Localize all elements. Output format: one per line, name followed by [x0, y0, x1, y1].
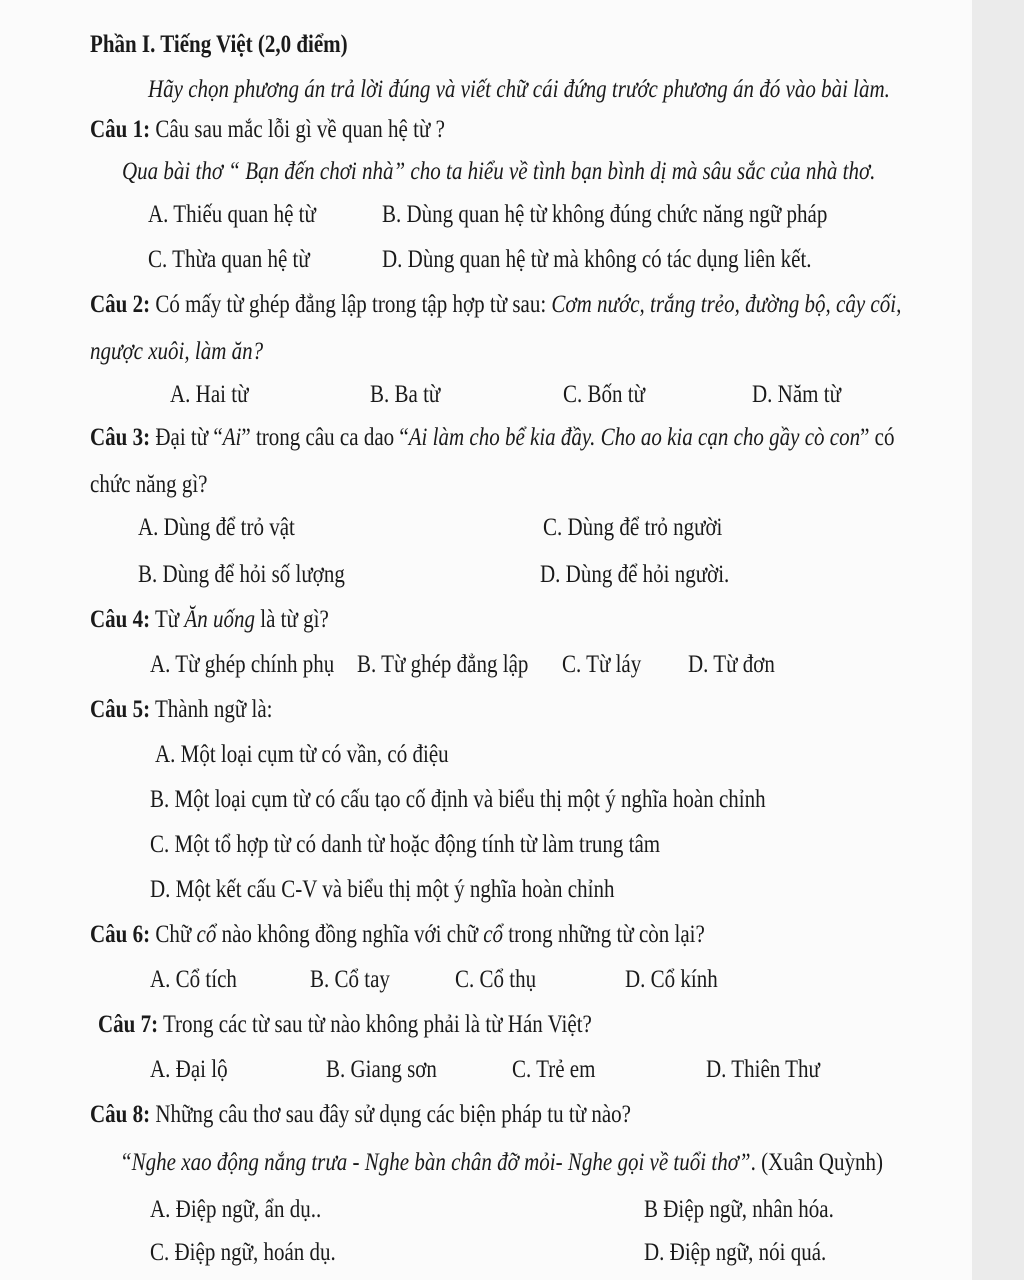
option-a: A. Dùng để trỏ vật: [138, 514, 295, 541]
question-text: Đại từ “: [150, 424, 223, 451]
option-a: A. Điệp ngữ, ẩn dụ..: [150, 1196, 322, 1223]
question-text: Trong các từ sau từ nào không phải là từ Hán Việt?: [158, 1011, 592, 1038]
option-c: C. Cổ thụ: [455, 966, 537, 993]
question-number: Câu 8:: [90, 1101, 151, 1128]
option-a: A. Thiếu quan hệ từ: [148, 201, 316, 228]
question-number: Câu 3:: [90, 424, 151, 451]
question-3: [90, 423, 895, 453]
option-d: D. Dùng để hỏi người.: [540, 561, 730, 588]
question-text: ” có: [860, 424, 895, 451]
question-text: Câu sau mắc lỗi gì về quan hệ từ ?: [150, 116, 445, 143]
question-number: Câu 7:: [98, 1011, 159, 1038]
option-c: C. Từ láy: [562, 651, 642, 678]
option-d: D. Thiên Thư: [706, 1056, 820, 1083]
question-1-example: Qua bài thơ “ Bạn đến chơi nhà” cho ta hiểu về tình bạn bình dị mà sâu sắc của nhà thơ.: [122, 158, 876, 185]
option-a: A. Từ ghép chính phụ: [150, 651, 335, 678]
question-word: cổ: [196, 921, 217, 948]
option-d: D. Năm từ: [752, 381, 841, 408]
question-6: [90, 920, 705, 950]
question-text: Từ: [150, 606, 185, 633]
folk-verse: Ai làm cho bể kia đầy. Cho ao kia cạn cho gầy cò con: [408, 424, 861, 451]
question-2: [90, 290, 901, 320]
option-d: D. Cổ kính: [625, 966, 718, 993]
question-1: [90, 115, 445, 145]
option-b: B. Dùng để hỏi số lượng: [138, 561, 345, 588]
option-b: B. Một loại cụm từ có cấu tạo cố định và biểu thị một ý nghĩa hoàn chỉnh: [150, 786, 766, 813]
question-text: là từ gì?: [255, 606, 329, 633]
side-margin: [972, 0, 1024, 1280]
option-a: A. Cổ tích: [150, 966, 237, 993]
option-b: B. Từ ghép đẳng lập: [357, 651, 529, 678]
option-d: D. Từ đơn: [688, 651, 775, 678]
question-number: Câu 6:: [90, 921, 151, 948]
option-c: C. Thừa quan hệ từ: [148, 246, 310, 273]
option-a: A. Đại lộ: [150, 1056, 228, 1083]
question-number: Câu 1:: [90, 116, 151, 143]
option-a: A. Hai từ: [170, 381, 249, 408]
option-d: D. Dùng quan hệ từ mà không có tác dụng liên kết.: [382, 246, 812, 273]
question-word: Ăn uống: [184, 606, 256, 633]
question-text: nào không đồng nghĩa với chữ: [216, 921, 484, 948]
instruction: Hãy chọn phương án trả lời đúng và viết chữ cái đứng trước phương án đó vào bài làm.: [148, 76, 890, 103]
poem-author: . (Xuân Quỳnh): [750, 1149, 883, 1176]
option-c: C. Một tổ hợp từ có danh từ hoặc động tính từ làm trung tâm: [150, 831, 661, 858]
question-text: Có mấy từ ghép đẳng lập trong tập hợp từ sau:: [150, 291, 552, 318]
question-8: [90, 1100, 631, 1130]
poem-lines: “Nghe xao động nắng trưa - Nghe bàn chân đỡ mỏi- Nghe gọi về tuổi thơ”: [120, 1149, 751, 1176]
option-b: B Điệp ngữ, nhân hóa.: [644, 1196, 834, 1223]
question-number: Câu 2:: [90, 291, 151, 318]
question-number: Câu 5:: [90, 696, 151, 723]
question-text: Chữ: [150, 921, 197, 948]
option-a: A. Một loại cụm từ có vần, có điệu: [155, 741, 449, 768]
question-word-list: Cơm nước, trắng trẻo, đường bộ, cây cối,: [551, 291, 902, 318]
question-2-continued: ngược xuôi, làm ăn?: [90, 338, 264, 365]
question-5: [90, 695, 272, 725]
option-d: D. Điệp ngữ, nói quá.: [644, 1239, 827, 1266]
question-word: cổ: [483, 921, 504, 948]
option-b: B. Giang sơn: [326, 1056, 437, 1083]
option-c: C. Dùng để trỏ người: [543, 514, 723, 541]
section-title: Phần I. Tiếng Việt (2,0 điểm): [90, 31, 348, 58]
pronoun: Ai: [222, 424, 242, 451]
question-7: [98, 1010, 592, 1040]
question-3-continued: chức năng gì?: [90, 471, 208, 498]
option-c: C. Điệp ngữ, hoán dụ.: [150, 1239, 336, 1266]
question-number: Câu 4:: [90, 606, 151, 633]
question-text: trong những từ còn lại?: [503, 921, 705, 948]
question-text: Thành ngữ là:: [150, 696, 273, 723]
option-b: B. Cổ tay: [310, 966, 390, 993]
question-text: Những câu thơ sau đây sử dụng các biện pháp tu từ nào?: [150, 1101, 631, 1128]
option-b: B. Dùng quan hệ từ không đúng chức năng ngữ pháp: [382, 201, 828, 228]
option-c: C. Trẻ em: [512, 1056, 596, 1083]
question-4: [90, 605, 329, 635]
option-d: D. Một kết cấu C-V và biểu thị một ý nghĩa hoàn chỉnh: [150, 876, 615, 903]
question-8-poem: [120, 1148, 883, 1178]
option-b: B. Ba từ: [370, 381, 441, 408]
option-c: C. Bốn từ: [563, 381, 645, 408]
question-text: ” trong câu ca dao “: [241, 424, 409, 451]
